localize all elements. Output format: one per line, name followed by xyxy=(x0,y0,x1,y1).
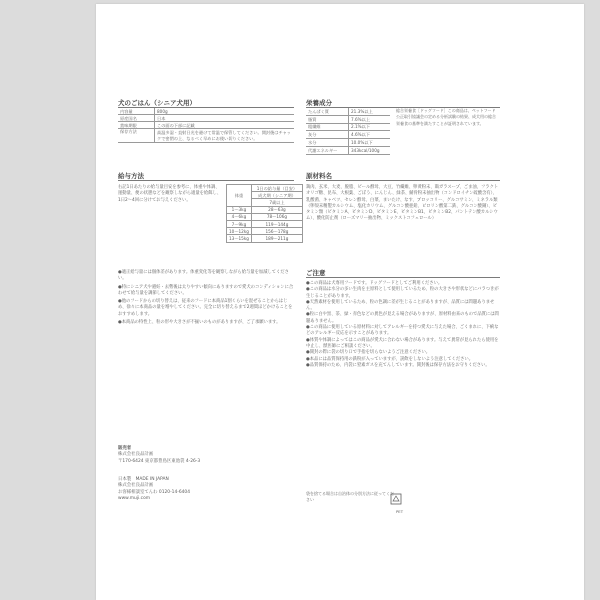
feeding-note: ●本商品の特性上、粒の形や大きさが不揃いのものがありますが、ご了承願います。 xyxy=(118,320,281,326)
row-label: 脂質 xyxy=(306,115,349,123)
table-row xyxy=(306,115,390,123)
table-row xyxy=(118,129,294,143)
caution-rule xyxy=(306,277,500,278)
company-name: 株式会社良品計画 xyxy=(118,483,154,489)
caution-list xyxy=(306,281,500,369)
row-label: 賞味期限 xyxy=(118,122,155,129)
row-value: 343kcal/100g xyxy=(349,146,391,154)
website: www.muji.com xyxy=(118,496,151,502)
product-title: 犬のごはん（シニア犬用） xyxy=(118,99,196,107)
row-label: たんぱく質 xyxy=(306,108,349,115)
weight-cell: 13〜15kg xyxy=(227,235,252,242)
recycle-text: 袋を捨てる場合は自治体の分別方法に従ってください xyxy=(306,491,394,502)
row-label: 灰分 xyxy=(306,131,349,139)
row-value: 4.6%以下 xyxy=(349,131,391,139)
maker-block xyxy=(118,477,294,503)
weight-cell: 4〜6kg xyxy=(227,213,252,220)
weight-cell: 1〜3kg xyxy=(227,206,252,213)
ingredients-rule xyxy=(306,180,500,181)
amount-cell: 119〜144g xyxy=(251,220,302,227)
table-row xyxy=(306,108,390,115)
row-label: 原産国名 xyxy=(118,115,155,122)
feeding-notes xyxy=(118,270,294,326)
caution-item: ●この商品は水分の多い生肉を主原料として使用しているため、粒の大きさや形状などにバラつきが生じることがあります。 xyxy=(306,287,499,299)
product-info-table xyxy=(118,108,294,143)
seller-address: 〒170-6424 東京都豊島区東池袋 4-26-3 xyxy=(118,458,201,464)
row-value: 7.6%以上 xyxy=(349,115,391,123)
caution-item: ●本品には品質保持用の鉄粉が入っていますが、誤飲をしないよう注意してください。 xyxy=(306,356,474,362)
pet-label: PET xyxy=(396,509,404,514)
feeding-title: 給与方法 xyxy=(118,172,144,180)
seller-label: 販売者 xyxy=(118,446,132,451)
row-value: 10.0%以下 xyxy=(349,139,391,147)
age-header: 7歳以上 xyxy=(251,199,302,206)
amount-cell: 78〜106g xyxy=(251,213,302,220)
package-sheet xyxy=(96,4,584,600)
weight-cell: 10〜12kg xyxy=(227,228,252,235)
row-label: 水分 xyxy=(306,139,349,147)
caution-item: ●粒に白や黒、茶、緑・赤色などの異色が見える場合がありますが、原材料由来のもので品質には問題ありません。 xyxy=(306,312,499,324)
type-header: 成犬期（シニア期） xyxy=(251,192,302,199)
table-row xyxy=(306,131,390,139)
nutrition-title: 栄養成分 xyxy=(306,99,332,107)
recycle-mark xyxy=(390,490,410,514)
nutrition-note: 総合栄養食［ドッグフード］この商品は、ペットフード公正取引協議会の定める分析試験の結果、成犬用の総合栄養食の基準を満たすことが証明されています。 xyxy=(396,108,496,126)
row-value: 日本 xyxy=(155,115,295,122)
row-value: この面の下部に記載 xyxy=(155,122,295,129)
ingredients-text: 鶏肉、玄米、大麦、脱脂、ビール酵母、大豆、竹繊維、卵黄粉末、鶏ガラスープ、ごま油、フラクトオリゴ糖、昆布、大根葉、ごぼう、にんじん、緑茶、鯖骨粉末抽出物（コンドロイチン硫酸含有）、乳酸菌、キャベツ、セレン酵母、白菜、まいたけ、なす、ブロッコリー、グルコサミン、ミネラル類（卵殻末精製カルシウム、塩化カリウム、グルコン酸亜鉛、ピロリン酸第二鉄、グルコン酸銅）、ビタミン類（ビタミンA、ビタミンD、ビタミンE、ビタミンB1、ビタミンB2、パントテン酸カルシウム）、酸化防止剤（ローズマリー抽出物、ミックストコフェロール） xyxy=(306,185,499,222)
row-label: 内容量 xyxy=(118,108,155,115)
made-in: 日本製 MADE IN JAPAN xyxy=(118,477,169,482)
table-row xyxy=(227,228,303,235)
row-value: 高温多湿・直射日光を避けて常温で保管してください。開封後はチャックで密閉の上、なるべく早めにお使い切りください。 xyxy=(155,129,295,143)
caution-item: ●天然素材を使用しているため、粒の色調に差が生じることがありますが、品質には問題ありません。 xyxy=(306,299,495,312)
table-row xyxy=(227,220,303,227)
caution-item: ●この商品は犬専用フードです。ドッグフードとしてご利用ください。 xyxy=(306,281,443,286)
feeding-rule xyxy=(118,180,294,181)
feeding-text: 右記1日あたりの給与量目安を参考に、体重や体調、運動量、便の状態などを観察しながら適量を給餌し、1日2〜4回に分けてお与えください。 xyxy=(118,185,222,203)
caution-item: ●体質や体調によってはこの商品が愛犬に合わない場合があります。与えて異常が見られたら使用を中止し、獣医師にご相談ください。 xyxy=(306,337,499,349)
row-value: 2.1%以下 xyxy=(349,123,391,131)
seller-name: 株式会社良品計画 xyxy=(118,452,154,458)
weight-header: 体重 xyxy=(227,185,252,207)
caution-item: ●この商品に使用している原材料に対してアレルギーを持つ愛犬に与えた場合、ごくまれに、下痢などのアレルギー反応を示すことがあります。 xyxy=(306,325,499,337)
pet-recycle-icon xyxy=(390,493,402,505)
ingredients-title: 原材料名 xyxy=(306,172,332,180)
caution-title: ご注意 xyxy=(306,269,326,277)
row-label: 粗繊維 xyxy=(306,123,349,131)
feeding-note: ●適正給与量には個体差があります。体重変化等を観察しながら給与量を加減してください。 xyxy=(118,270,289,282)
weight-cell: 7〜9kg xyxy=(227,220,252,227)
amount-cell: 156〜178g xyxy=(251,228,302,235)
row-value: 21.3%以上 xyxy=(349,108,391,115)
nutrition-table xyxy=(306,108,390,155)
table-row xyxy=(306,139,390,147)
feeding-note: ●特にシニア犬や避妊・去勢後は太りやすい傾向にありますので愛犬のコンディションに合わせて給与量を調節してください。 xyxy=(118,284,294,296)
table-row xyxy=(227,235,303,242)
table-row xyxy=(227,185,303,192)
table-row xyxy=(118,115,294,122)
amount-title: 1日の給与量（目安） xyxy=(251,185,302,192)
seller-block xyxy=(118,446,294,465)
row-label: 保存方法 xyxy=(118,129,155,143)
table-row xyxy=(306,146,390,154)
caution-item: ●開封の際に袋の切り口で手指を切らないようご注意ください。 xyxy=(306,350,431,356)
table-row xyxy=(227,206,303,213)
row-value: 800g xyxy=(155,108,295,115)
contact: お客様相談室てんわ 0120-14-6404 xyxy=(118,489,191,495)
table-row xyxy=(227,213,303,220)
feeding-table xyxy=(226,184,303,243)
amount-cell: 189〜211g xyxy=(251,235,302,242)
amount-cell: 28〜63g xyxy=(251,206,302,213)
feeding-note: ●他のフードからの切り替えは、従来のフードに本商品1割くらいを混ぜることからはじめ、徐々に本商品の量を増やしてください。完全に切り替えるまで2週間ほどかけることをおすすめします。 xyxy=(118,299,293,317)
row-label: 代謝エネルギー xyxy=(306,146,349,154)
table-row xyxy=(118,122,294,129)
table-row xyxy=(306,123,390,131)
caution-item: ●品質保持のため、内袋に窒素ガスを充てんしています。開封後は保存方法をお守りください。 xyxy=(306,362,490,368)
